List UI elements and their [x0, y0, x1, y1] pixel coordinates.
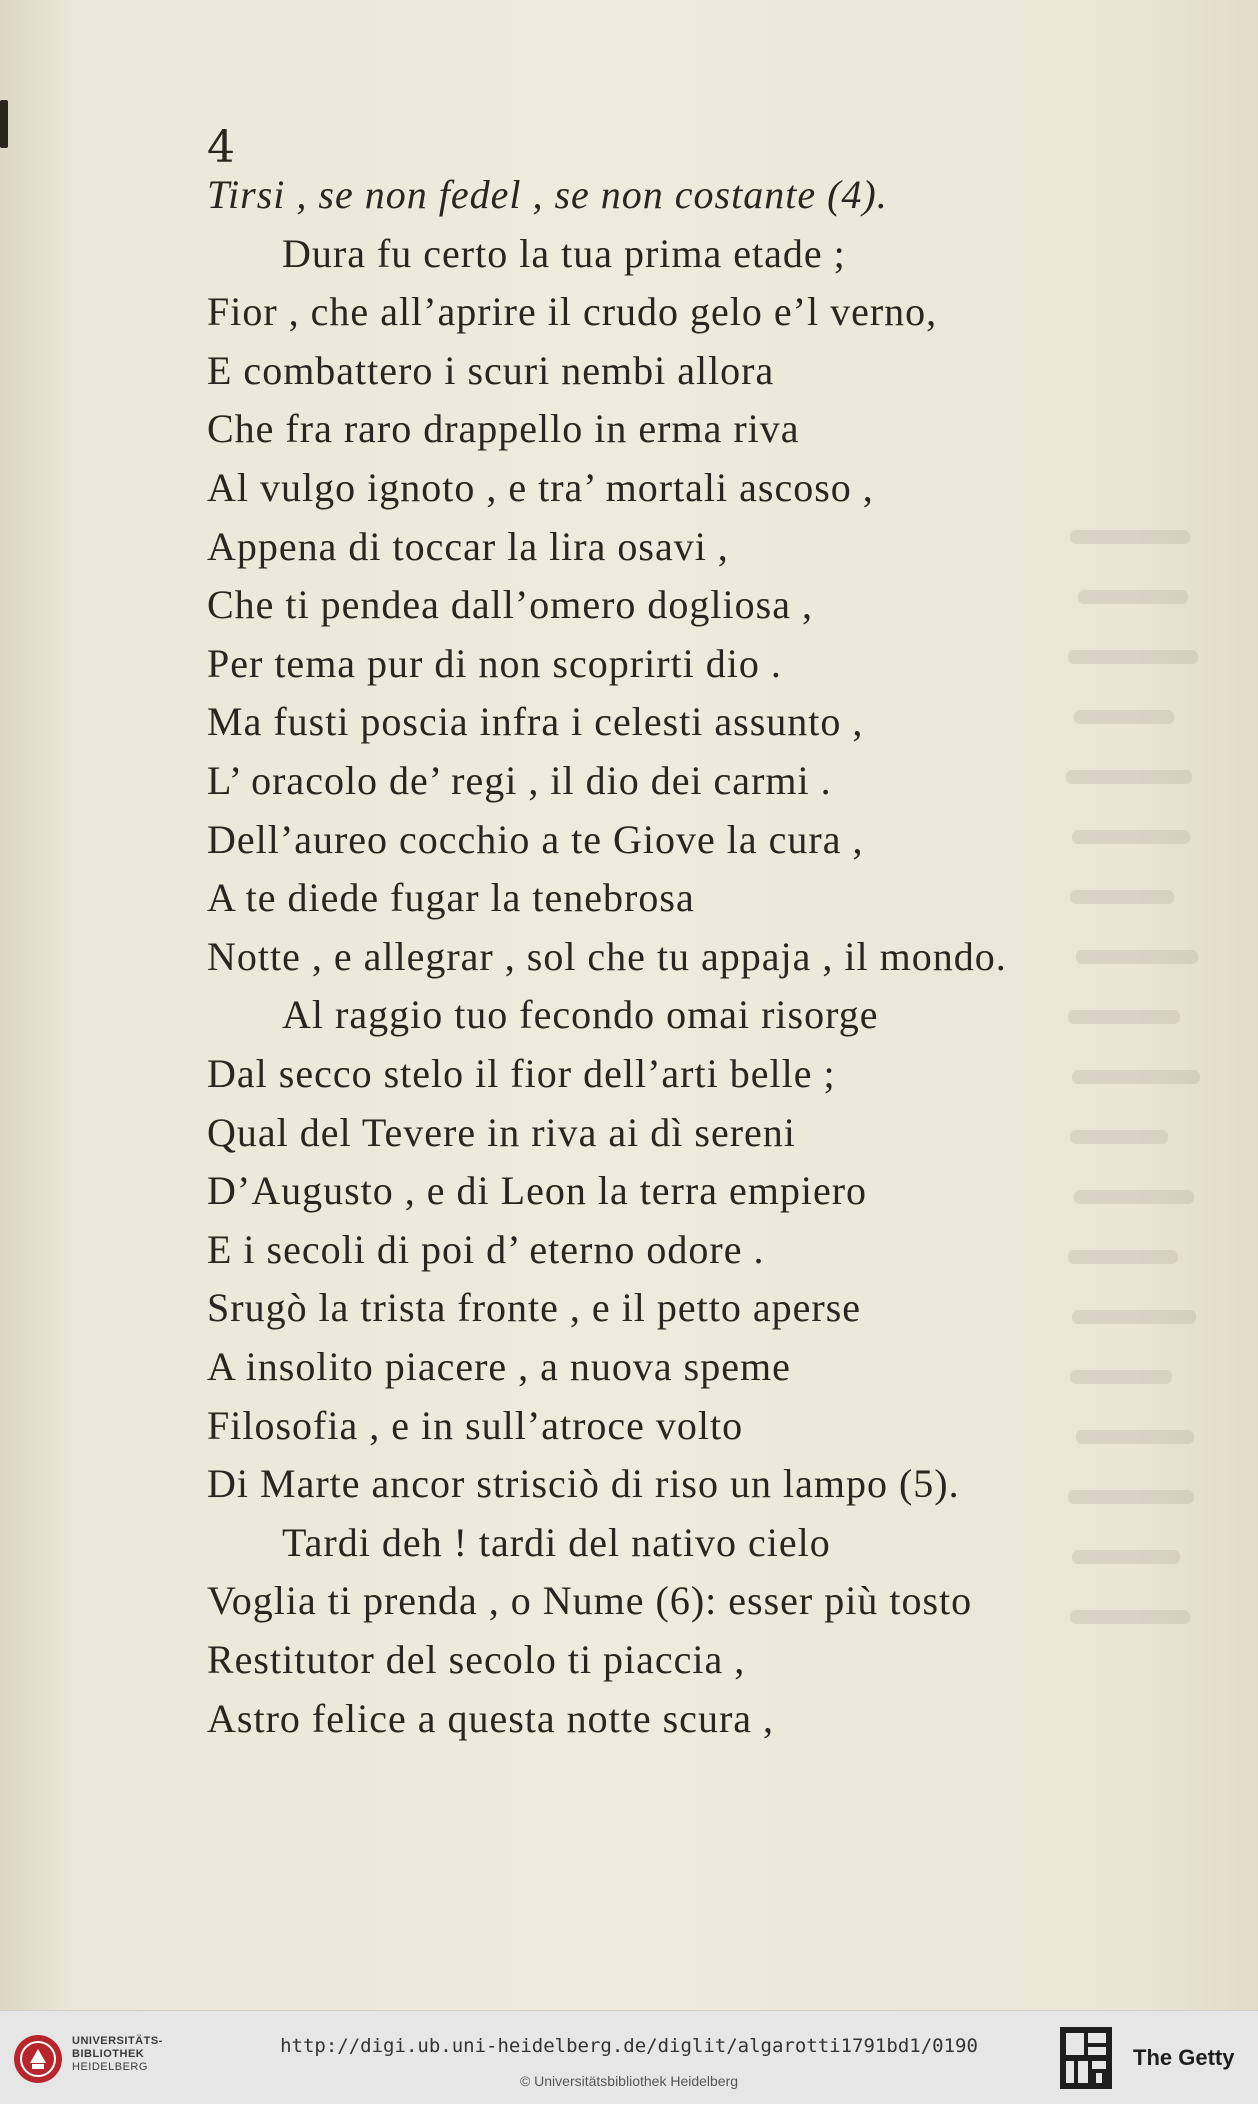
verse-line: Voglia ti prenda , o Nume (6): esser più tosto — [207, 1578, 973, 1623]
verse-line: Restitutor del secolo ti piaccia , — [207, 1637, 746, 1682]
verse-line: Fior , che all’aprire il crudo gelo e’l verno, — [207, 289, 938, 334]
verse-line: Tardi deh ! tardi del nativo cielo — [282, 1520, 831, 1565]
verse-line: Ma fusti poscia infra i celesti assunto , — [207, 699, 864, 744]
viewer-footer — [0, 2010, 1258, 2104]
verse-line: D’Augusto , e di Leon la terra empiero — [207, 1168, 868, 1213]
verse-line: Al vulgo ignoto , e tra’ mortali ascoso , — [207, 465, 874, 510]
verse-line: Di Marte ancor strisciò di riso un lampo (5). — [207, 1461, 960, 1506]
verse-line: Dell’aureo cocchio a te Giove la cura , — [207, 817, 864, 862]
verse-line: Qual del Tevere in riva ai dì sereni — [207, 1110, 796, 1155]
verse-line: E combattero i scuri nembi allora — [207, 348, 775, 393]
institution-name-line3: HEIDELBERG — [72, 2061, 148, 2073]
institution-name-line2: BIBLIOTHEK — [72, 2048, 145, 2060]
verse-line: Notte , e allegrar , sol che tu appaja , il mondo. — [207, 934, 1007, 979]
getty-logo-icon — [1060, 2027, 1112, 2089]
verse-line: Dal secco stelo il fior dell’arti belle ; — [207, 1051, 836, 1096]
permalink-url[interactable]: http://digi.ub.uni-heidelberg.de/diglit/algarotti1791bd1/0190 — [280, 2035, 978, 2057]
verse-line: Che ti pendea dall’omero dogliosa , — [207, 582, 813, 627]
verse-line: A te diede fugar la tenebrosa — [207, 875, 695, 920]
verse-line: Astro felice a questa notte scura , — [207, 1696, 775, 1741]
verse-line: Srugò la trista fronte , e il petto aperse — [207, 1285, 862, 1330]
verse-line: Dura fu certo la tua prima etade ; — [282, 231, 846, 276]
verse-line: A insolito piacere , a nuova speme — [207, 1344, 791, 1389]
verse-line: Per tema pur di non scoprirti dio . — [207, 641, 782, 686]
institution-name-line1: UNIVERSITÄTS- — [72, 2035, 163, 2047]
verse-line: Filosofia , e in sull’atroce volto — [207, 1403, 744, 1448]
verse-line: Al raggio tuo fecondo omai risorge — [282, 992, 879, 1037]
verse-line: Appena di toccar la lira osavi , — [207, 524, 729, 569]
copyright-notice: © Universitätsbibliothek Heidelberg — [519, 2073, 739, 2089]
verse-line: L’ oracolo de’ regi , il dio dei carmi . — [207, 758, 832, 803]
verse-line: Che fra raro drappello in erma riva — [207, 406, 800, 451]
verse-line: E i secoli di poi d’ eterno odore . — [207, 1227, 765, 1272]
verse-line: Tirsi , se non fedel , se non costante (4). — [207, 172, 888, 217]
partner-name: The Getty — [1133, 2045, 1235, 2070]
page-number: 4 — [207, 122, 235, 173]
